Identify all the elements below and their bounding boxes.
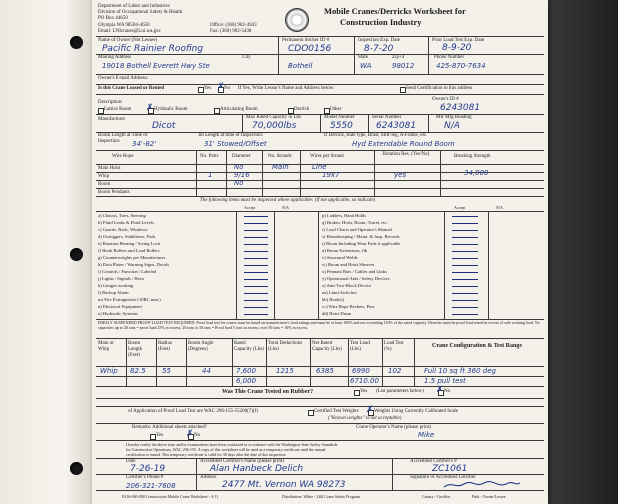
- na-header-right: N/A: [496, 205, 503, 210]
- accept-mark[interactable]: [244, 279, 268, 280]
- accept-mark[interactable]: [244, 230, 268, 231]
- mailing-label: Mailing Address: [98, 55, 132, 60]
- remarks-yes-label: Yes: [156, 433, 164, 438]
- whip-wires[interactable]: 19x7: [322, 171, 340, 179]
- accept-mark[interactable]: [244, 244, 268, 245]
- remarks-no-check-mark: ✗: [186, 429, 194, 439]
- inspection-item: m) Fire Extinguisher (10BC min.): [98, 297, 161, 302]
- remarks-no-label: No: [194, 433, 201, 438]
- inspection-item: w) Boom and Hoist Sheaves: [322, 262, 375, 267]
- method-label: of Application of Proof Load Test are WAC 296-155-55200(7)(f): [128, 409, 258, 414]
- signature-scribble[interactable]: [442, 480, 522, 490]
- binder-hole: [70, 248, 83, 261]
- form-number: F416-040-000 Construction Mobile Crane Worksheet - 4-11: [122, 494, 219, 499]
- calibrated-check-mark: ✗: [366, 405, 374, 415]
- main-hoist-strands[interactable]: Main: [272, 163, 289, 171]
- jib-length-label: Jib Length at time of Inspection:: [198, 133, 264, 138]
- diameter-header: Diameter: [232, 154, 251, 159]
- inspection-item: q) Brakes, Hoist, Boom, Turret, etc.: [322, 220, 388, 225]
- wires-per-strand-header: Wires per Strand: [310, 154, 344, 159]
- owner-email-label: Owner's E-mail Address:: [98, 76, 149, 81]
- lt-row1-test-load[interactable]: 6990: [352, 367, 370, 375]
- boom-rope-diameter[interactable]: No: [234, 179, 244, 187]
- rotation-header: Rotation Res. (Yes/No): [382, 152, 430, 157]
- cert-text-line2: for Construction Operations, WAC 296-155. A copy of this worksheet will be used as a temporary certificate until the annual: [126, 447, 326, 452]
- inspection-exp-label: Inspection Exp. Date: [358, 38, 401, 43]
- no-strands-header: No. Strands: [268, 154, 292, 159]
- manufacturer-label: Manufacturer: [98, 117, 126, 122]
- inspection-item: h) Data Plates / Warning Signs, Decals: [98, 262, 170, 267]
- operator-label: Crane Operator's Name (please print): [356, 425, 431, 430]
- inspection-item: g) Counterweights per Manufacturer: [98, 255, 166, 260]
- certifier-address-label: Address: [200, 475, 217, 480]
- inspection-item: l) Backup Alarm: [98, 290, 129, 295]
- worksheet-page: [92, 0, 548, 504]
- accept-header-right: Accept: [454, 205, 466, 210]
- accept-mark[interactable]: [244, 300, 268, 301]
- inspection-item: t) Boom Including Wear Pads if applicable: [322, 241, 401, 246]
- accept-mark[interactable]: [452, 223, 478, 224]
- na-header-left: N/A: [282, 205, 289, 210]
- whip-breaking[interactable]: 34,000: [464, 169, 489, 177]
- inspection-item: u) Boom Extensions, Jib: [322, 248, 368, 253]
- binder-hole: [70, 462, 83, 475]
- lt-row1-boom-angle[interactable]: 44: [202, 367, 211, 375]
- lt-row1-radius[interactable]: 55: [162, 367, 171, 375]
- form-title-line2: Construction Industry: [340, 17, 422, 27]
- lt-row1-main-whip[interactable]: Whip: [100, 367, 118, 375]
- permanent-sticker-value[interactable]: CDO0156: [288, 44, 332, 54]
- inspection-item: bb) Hook(s): [322, 297, 345, 302]
- rubber-no-label: No: [444, 389, 451, 394]
- accept-mark[interactable]: [452, 279, 478, 280]
- manufacturer-value[interactable]: Dicot: [152, 121, 176, 131]
- accept-mark[interactable]: [244, 216, 268, 217]
- form-title-line1: Mobile Cranes/Derricks Worksheet for: [324, 6, 466, 16]
- fax: Fax: (360) 902-5438: [210, 29, 252, 34]
- lt-rated-capacity-header: Rated Capacity (Lbs): [234, 341, 264, 352]
- wire-rope-header: Wire Rope: [112, 154, 134, 159]
- accept-mark[interactable]: [244, 293, 268, 294]
- certifier-number-value[interactable]: ZC1061: [432, 464, 468, 474]
- accept-mark[interactable]: [244, 272, 268, 273]
- inspection-item: d) Outriggers, Stabilizers, Pads: [98, 234, 156, 239]
- breaking-strength-header: Breaking Strength: [454, 154, 491, 159]
- state-label: State: [358, 55, 368, 60]
- inspection-item: c) Guards, Rails, Windows: [98, 227, 148, 232]
- inspection-item: z) Anti-Two-Block Device: [322, 283, 371, 288]
- certifier-address-value[interactable]: 2477 Mt. Vernon WA 98273: [222, 480, 346, 490]
- inspection-item: k) Gauges working: [98, 283, 134, 288]
- rubber-no-check-mark: ✗: [436, 385, 444, 395]
- zip-label: Zip+4: [392, 55, 405, 60]
- lt-row2-test-load[interactable]: 6710.00: [350, 377, 379, 385]
- owner-name-value[interactable]: Pacific Rainier Roofing: [102, 44, 204, 54]
- accept-mark[interactable]: [244, 286, 268, 287]
- owners-id-value[interactable]: 6243081: [440, 103, 481, 113]
- binder-hole: [70, 36, 83, 49]
- hydraulic-boom-label: Hydraulic Boom: [154, 107, 188, 112]
- operator-value[interactable]: Mike: [418, 431, 435, 439]
- derrick-type-value[interactable]: Hyd Extendable Round Boom: [352, 140, 455, 148]
- certifier-phone-label: Certifier's Phone #: [126, 475, 164, 480]
- freely-suspended-note: FREELY SUSPENDED PROOF LOAD TEST REQUIRED: Proof load test for cranes must be based on manufacturer's load ratings and must be at least 100% and not exceeding 110% of the rated capacity. Derricks must be proof load tested in excess of safe working load. No capacities up to 20 tons = proof load 25% in excess; 20 tons to 50 tons = Proof load 5 tons in excess; over 50 tons = 10% in excess.: [98, 320, 540, 330]
- lt-row1-deductions[interactable]: 1215: [276, 367, 294, 375]
- accept-header-left: Accept: [244, 205, 256, 210]
- permanent-sticker-label: Permanent Sticker ID #: [282, 38, 330, 43]
- certifier-name-label: Accredited Certifier's Name (please print): [200, 459, 284, 464]
- accept-mark[interactable]: [452, 237, 478, 238]
- lt-boom-length-header: Boom Length (Feet): [128, 341, 143, 358]
- leased-no-check-mark: ✗: [217, 82, 225, 92]
- inspection-item: a) Chassis, Tires, Steering: [98, 213, 146, 218]
- distribution: Distribution: White - L&I Crane Safety Program: [282, 494, 360, 499]
- accept-mark[interactable]: [244, 314, 268, 315]
- inspection-item: y) Operational Aids / Safety Devices: [322, 276, 390, 281]
- accept-mark[interactable]: [244, 258, 268, 259]
- lt-row1-rated-capacity[interactable]: 7,600: [236, 367, 257, 375]
- inspection-item: s) Housekeeping / Maint. & Insp. Records: [322, 234, 400, 239]
- lt-row1-boom-length[interactable]: 82.5: [130, 367, 146, 375]
- accept-mark[interactable]: [452, 251, 478, 252]
- mfg-value[interactable]: N/A: [444, 121, 460, 131]
- lt-row2-rated-capacity[interactable]: 6,000: [236, 377, 257, 385]
- accept-mark[interactable]: [452, 258, 478, 259]
- mfg-label: Mfr Mfg Reading: [436, 115, 472, 120]
- other-label: Other: [330, 107, 342, 112]
- accept-mark[interactable]: [244, 265, 268, 266]
- serial-label: Serial Number: [372, 115, 402, 120]
- certifier-number-label: Accredited Certifier's #: [410, 459, 457, 464]
- lt-row1-net-capacity[interactable]: 6385: [316, 367, 334, 375]
- boom-length-label: Boom Length at Time of Inspection:: [98, 133, 148, 144]
- city-label: City: [242, 55, 251, 60]
- inspection-item: f) Hook Rollers and Load Rollers: [98, 248, 160, 253]
- office-phone: Office: (360) 902-4943: [210, 23, 257, 28]
- inspection-item: cc) Wire Rope Beckets, Pins: [322, 304, 375, 309]
- accept-mark[interactable]: [244, 223, 268, 224]
- jib-length-value[interactable]: 31' Stowed/Offset: [204, 140, 267, 148]
- date-value[interactable]: 7-26-19: [130, 464, 166, 474]
- accept-mark[interactable]: [244, 237, 268, 238]
- derrick-label: Derrick: [294, 107, 310, 112]
- whip-parts[interactable]: 1: [208, 171, 213, 179]
- known-weights-note: ("Known weights" is not acceptable): [328, 416, 402, 421]
- state-value[interactable]: WA: [360, 62, 372, 70]
- boom-length-value[interactable]: 34'-82': [132, 140, 157, 148]
- city-value[interactable]: Bothell: [288, 62, 313, 70]
- whip-diameter[interactable]: 9/16: [234, 171, 250, 179]
- lt-row1-load-test-pct[interactable]: 102: [388, 367, 402, 375]
- accept-mark[interactable]: [452, 314, 478, 315]
- send-cert-label: Send Certification to this address: [406, 86, 473, 91]
- lt-deductions-header: Total Deductions (Lbs): [268, 341, 303, 352]
- accept-mark[interactable]: [244, 251, 268, 252]
- inspection-note: The following items must be inspected where applicable: (if not applicable, so indicate): [200, 198, 376, 203]
- lt-test-load-header: Test Load (Lbs): [350, 341, 370, 352]
- model-value[interactable]: 5550: [330, 121, 353, 131]
- cert-text-line1: I hereby certify the above tests and/or examinations have been conducted in accordance with the Washington State Safety Standards: [126, 442, 338, 447]
- hydraulic-check-mark: ✗: [146, 103, 154, 113]
- accept-mark[interactable]: [452, 307, 478, 308]
- inspection-item: j) Lights / Signals / Horn: [98, 276, 144, 281]
- accept-mark[interactable]: [452, 230, 478, 231]
- inspection-item: r) Load Charts and Operator's Manual: [322, 227, 392, 232]
- owner-name-label: Name of Owner (Not Lessee): [98, 38, 158, 43]
- dept-email: Email: LNIcranes@Lni.wa.gov: [98, 29, 162, 34]
- accept-mark[interactable]: [452, 300, 478, 301]
- no-parts-header: No. Parts: [200, 154, 219, 159]
- accept-mark[interactable]: [452, 244, 478, 245]
- description-label: Description:: [98, 100, 123, 105]
- lt-row2-config[interactable]: 1.5 pull test: [424, 377, 466, 385]
- phone-value[interactable]: 425-870-7634: [436, 62, 486, 70]
- pobox: PO Box 44650: [98, 16, 128, 21]
- inspection-item: dd) Hoist Drum: [322, 311, 352, 316]
- inspection-item: aa) Limit Switches: [322, 290, 357, 295]
- lt-net-capacity-header: Net Rated Capacity (Lbs): [312, 341, 342, 352]
- background-surface: [548, 0, 618, 504]
- inspection-item: b) Fluid Leaks & Fluid Levels: [98, 220, 154, 225]
- accept-mark[interactable]: [452, 272, 478, 273]
- capacity-value[interactable]: 70,000lbs: [252, 121, 297, 131]
- accept-mark[interactable]: [452, 286, 478, 287]
- whip-rotation[interactable]: yes: [394, 171, 407, 179]
- date-label: Date: [126, 459, 136, 464]
- inspection-item: p) Ladders, Hand Holds: [322, 213, 367, 218]
- cert-text-line3: certification is issued. This temporary certificate is valid for 30 days after the date of this inspection.: [126, 452, 287, 457]
- binder-sleeve: [0, 0, 92, 504]
- distribution-canary: Canary - Certifier: [422, 494, 451, 499]
- mailing-value[interactable]: 19018 Bothell Everett Hwy Ste: [102, 62, 210, 70]
- derrick-type-label: If Derrick, state type, Brast, Stiff-leg, A-Frame, etc.: [324, 133, 428, 138]
- accept-mark[interactable]: [244, 307, 268, 308]
- accept-mark[interactable]: [452, 265, 478, 266]
- leased-question: Is this Crane Leased or Rented: [98, 86, 165, 91]
- inspection-exp-value[interactable]: 8-7-20: [364, 44, 394, 54]
- boom-rope-label: Boom: [98, 182, 111, 187]
- model-label: Model Number: [324, 115, 355, 120]
- articulating-boom-label: Articulating Boom: [220, 107, 258, 112]
- certifier-name-value[interactable]: Alan Hanbeck Delich: [210, 464, 304, 474]
- serial-value[interactable]: 6243081: [376, 121, 417, 131]
- main-hoist-label: Main Hoist: [98, 166, 121, 171]
- signature-label: Signature of Accredited Certifier: [410, 475, 476, 480]
- inspection-item: o) Hydraulic Systems: [98, 311, 138, 316]
- inspection-item: i) Controls / Function / Labeled: [98, 269, 157, 274]
- rubber-question: Was This Crane Tested on Rubber?: [222, 389, 314, 395]
- lt-main-whip-header: Main or Whip: [98, 341, 114, 352]
- prior-test-label: Prior Load Test Exp. Date: [432, 38, 485, 43]
- lt-row1-config[interactable]: Full 10 sq ft 360 deg: [424, 367, 496, 375]
- certifier-phone-value[interactable]: 206-321-7608: [126, 482, 176, 490]
- inspection-item: n) Electrical Equipment: [98, 304, 142, 309]
- rubber-yes-label: Yes: [360, 389, 368, 394]
- owners-id-label: Owner's ID #: [432, 97, 459, 102]
- main-hoist-wires[interactable]: Line: [312, 163, 327, 171]
- lt-boom-angle-header: Boom Angle (Degrees): [188, 341, 214, 352]
- capacity-label: Max Rated Capacity in Lbs: [246, 115, 301, 120]
- lt-config-header: Crane Configuration & Test Range: [431, 343, 522, 349]
- division-name: Division of Occupational Safety & Health: [98, 10, 183, 15]
- lt-radius-header: Radius (Feet): [158, 341, 172, 352]
- accept-mark[interactable]: [452, 293, 478, 294]
- accept-mark[interactable]: [452, 216, 478, 217]
- inspection-item: x) Pennant Bars / Cables and Links: [322, 269, 387, 274]
- lt-load-test-pct-header: Load Test (%): [384, 341, 404, 352]
- leased-no-label: No: [224, 86, 231, 91]
- lessor-label: If Yes, Write Lessor's Name and Address below:: [238, 86, 335, 91]
- lattice-boom-label: Lattice Boom: [104, 107, 132, 112]
- leased-yes-label: Yes: [204, 86, 212, 91]
- cert-test-weights-label: Certified Test Weights: [314, 409, 359, 414]
- prior-test-value[interactable]: 8-9-20: [442, 43, 472, 53]
- dept-name: Department of Labor and Industries: [98, 4, 170, 9]
- distribution-pink: Pink - Owner/Lessee: [472, 494, 506, 499]
- inspection-item: e) Rotation Bearing / Swing Lock: [98, 241, 161, 246]
- city-zip: Olympia WA 98504-4650: [98, 23, 150, 28]
- phone-label: Phone Number: [434, 55, 465, 60]
- rubber-list-params: (List parameters below): [376, 389, 424, 394]
- main-hoist-diameter[interactable]: No: [234, 163, 244, 171]
- boom-pendants-label: Boom Pendants: [98, 190, 130, 195]
- whip-label: Whip: [98, 174, 110, 179]
- zip-value[interactable]: 98012: [392, 62, 415, 70]
- remarks-label: Remarks: Additional sheets attached?: [132, 425, 208, 430]
- calibrated-scale-label: Weights Using Currently Calibrated Scale: [374, 409, 459, 414]
- inspection-item: v) Structural Welds: [322, 255, 358, 260]
- state-seal-icon: [285, 8, 309, 32]
